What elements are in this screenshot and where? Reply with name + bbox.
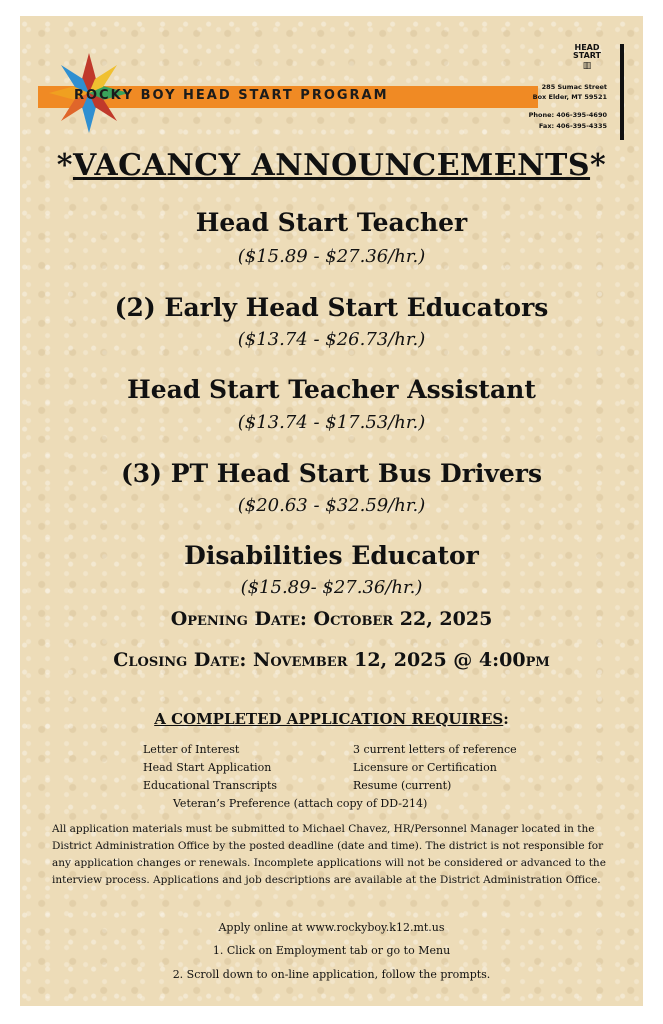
position-pay: ($15.89 - $27.36/hr.): [237, 246, 426, 267]
position-pay: ($15.89- $27.36/hr.): [240, 577, 423, 598]
requirement-item: Head Start Application: [143, 761, 272, 774]
requirements-colon: :: [503, 710, 509, 728]
fax-number: Fax: 406-395-4335: [538, 122, 607, 130]
program-name: ROCKY BOY HEAD START PROGRAM: [74, 88, 389, 103]
position-title: Head Start Teacher: [195, 208, 468, 237]
position-title: Disabilities Educator: [184, 541, 479, 570]
head-start-logo: [565, 44, 609, 70]
application-instructions: All application materials must be submitted to Michael Chavez, HR/Personnel Manager located in the District Administration Office by the posted deadline (date and time). The district is not responsible for any application changes or renewals. Incomplete applications will not be considered or advanced to the interview process. Applications and job descriptions are available at the District Administration Office.: [52, 823, 606, 886]
logo-line-2: START: [572, 51, 602, 60]
requirement-item: Resume (current): [353, 779, 452, 792]
phone-number: Phone: 406-395-4690: [528, 111, 607, 119]
title-text: VACANCY ANNOUNCEMENTS: [72, 148, 591, 183]
requirements-title: A COMPLETED APPLICATION REQUIRES: [154, 710, 504, 728]
address-city: Box Elder, MT 59521: [532, 93, 607, 101]
closing-date: Closing Date: November 12, 2025 @ 4:00pm: [113, 649, 550, 671]
position-pay: ($13.74 - $17.53/hr.): [237, 412, 426, 433]
header-divider: [620, 44, 624, 140]
address-street: 285 Sumac Street: [541, 83, 607, 91]
address-block: [533, 82, 607, 102]
position-pay: ($20.63 - $32.59/hr.): [237, 495, 426, 516]
position-title: Head Start Teacher Assistant: [127, 375, 536, 404]
step-2: 2. Scroll down to on-line application, follow the prompts.: [172, 968, 491, 981]
title-star-left: *: [56, 148, 73, 183]
page-title: [0, 148, 663, 183]
title-star-right: *: [590, 148, 607, 183]
requirement-item: Licensure or Certification: [353, 761, 497, 774]
requirement-item: 3 current letters of reference: [353, 743, 517, 756]
requirements-right-list: [353, 741, 517, 795]
requirement-item: Educational Transcripts: [143, 779, 278, 792]
veteran-preference: Veteran’s Preference (attach copy of DD-214): [173, 797, 428, 810]
step-1: 1. Click on Employment tab or go to Menu: [212, 944, 451, 957]
logo-line-1: HEAD: [574, 43, 600, 52]
family-icon: ▥: [582, 61, 592, 71]
apply-online-text: Apply online at www.rockyboy.k12.mt.us: [218, 921, 445, 934]
position-title: (3) PT Head Start Bus Drivers: [120, 459, 543, 488]
requirements-heading: [0, 710, 663, 728]
position-title: (2) Early Head Start Educators: [114, 293, 549, 322]
requirements-left-list: [143, 741, 277, 795]
requirement-item: Letter of Interest: [143, 743, 240, 756]
opening-date: Opening Date: October 22, 2025: [170, 608, 493, 630]
position-pay: ($13.74 - $26.73/hr.): [237, 329, 426, 350]
contact-block: [529, 110, 607, 132]
